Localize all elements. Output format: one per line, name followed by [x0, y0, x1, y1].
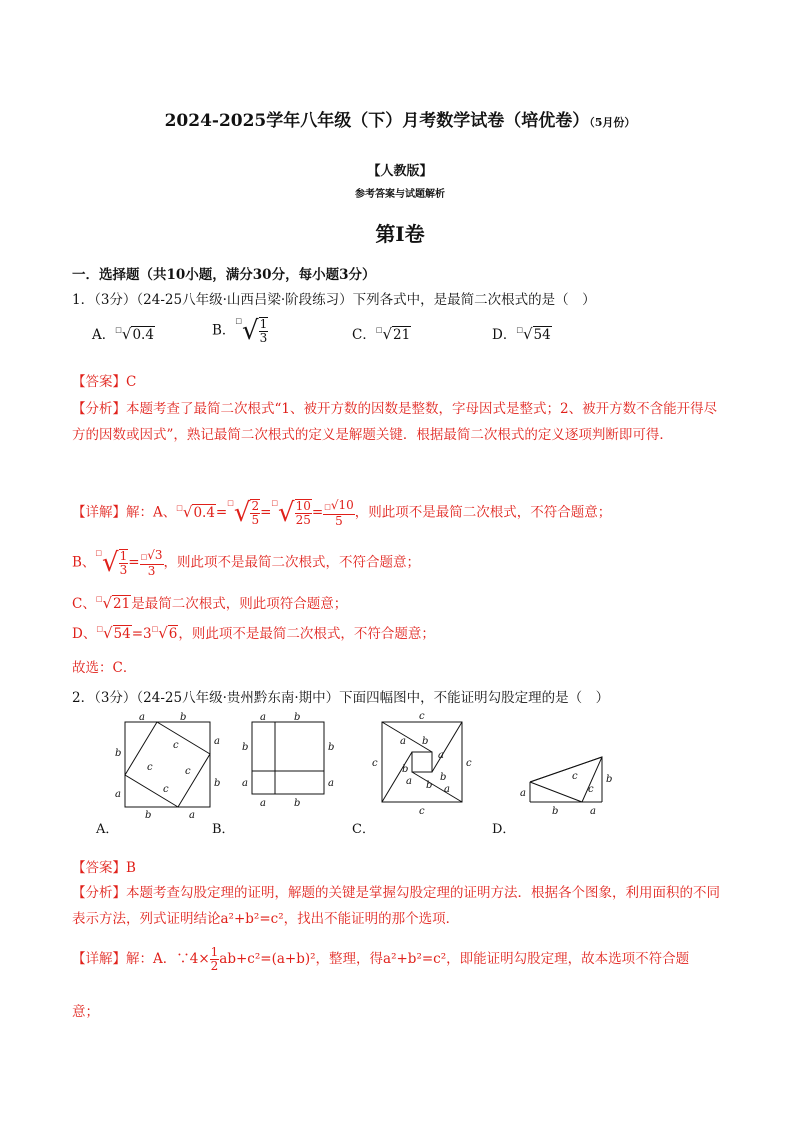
page-title: 2024-2025学年八年级（下）月考数学试卷（培优卷）（5月份） — [164, 111, 636, 131]
q1-detail-d: D、□√54=3□√6，则此项不是最简二次根式，不符合题意； — [72, 624, 435, 642]
q1-option-b: B． □ √ $\frac{1}{3}$ — [212, 316, 268, 346]
q1-answer: 【答案】C — [72, 374, 137, 390]
figure-label-d: D． — [492, 822, 516, 837]
svg-text:b: b — [242, 742, 249, 753]
svg-text:c: c — [572, 771, 578, 782]
title-suffix: （5月份） — [589, 116, 636, 129]
svg-text:b: b — [402, 764, 409, 775]
q2-analysis: 【分析】本题考查勾股定理的证明，解题的关键是掌握勾股定理的证明方法．根据各个图象，利用面积的不同表示方法，列式证明结论a²+b²=c²，找出不能证明的那个选项． — [72, 885, 720, 927]
svg-text:c: c — [173, 740, 179, 751]
svg-text:b: b — [294, 798, 301, 809]
svg-text:a: a — [189, 810, 195, 821]
q2-detail-end: 意； — [72, 1004, 99, 1020]
figure-a — [115, 712, 220, 821]
figure-b — [242, 712, 334, 809]
svg-text:b: b — [422, 736, 429, 747]
figure-c — [372, 712, 472, 817]
svg-text:a: a — [139, 712, 145, 723]
svg-text:c: c — [419, 806, 425, 817]
svg-text:a: a — [214, 736, 220, 747]
svg-text:a: a — [242, 778, 248, 789]
svg-text:a: a — [444, 784, 450, 795]
q2-stem: 2．（3分）（24-25八年级·贵州黔东南·期中）下面四幅图中，不能证明勾股定理的是（ ） — [72, 690, 610, 706]
svg-text:a: a — [520, 788, 526, 799]
svg-text:b: b — [180, 712, 187, 723]
svg-text:c: c — [163, 784, 169, 795]
q1-detail-c: C、□√21是最简二次根式，则此项符合题意； — [72, 594, 348, 612]
svg-text:c: c — [588, 784, 594, 795]
q1-detail-b: B、 □ √ $\frac{1}{3}$ = $\frac{□√3}{3}$ ，则此项不是最简二次根式，不符合题意； — [72, 547, 420, 578]
svg-text:a: a — [260, 712, 266, 723]
figure-label-c: C． — [352, 822, 375, 837]
svg-text:b: b — [440, 772, 447, 783]
q1-conclusion: 故选：C． — [72, 660, 137, 676]
svg-text:c: c — [147, 762, 153, 773]
svg-text:a: a — [406, 776, 412, 787]
q1-option-d: D．□√54 — [492, 325, 551, 343]
q1-a-radicand: 0.4 — [132, 327, 154, 343]
svg-text:b: b — [328, 742, 335, 753]
svg-text:a: a — [115, 789, 121, 800]
figure-label-b: B． — [212, 822, 235, 837]
svg-text:c: c — [185, 766, 191, 777]
subtitle: 参考答案与试题解析 — [355, 189, 445, 200]
q1-stem: 1．（3分）（24-25八年级·山西吕梁·阶段练习）下列各式中，是最简二次根式的是（ ） — [72, 292, 596, 308]
svg-text:b: b — [145, 810, 152, 821]
svg-text:b: b — [552, 806, 559, 817]
figure-d — [520, 757, 612, 817]
svg-text:c: c — [372, 758, 378, 769]
q1-detail-a: 【详解】解：A、□√0.4= □ √ $\frac{2}{5}$ = □ √ $\frac{10}{25}$ = $\frac{□√10}{5}$ ，则此项不是最简二次根式，不符合题意； — [72, 497, 612, 528]
svg-text:a: a — [328, 778, 334, 789]
svg-text:b: b — [426, 780, 433, 791]
svg-text:a: a — [438, 750, 444, 761]
svg-text:c: c — [466, 758, 472, 769]
svg-text:a: a — [260, 798, 266, 809]
edition-label: 【人教版】 — [367, 164, 433, 179]
figure-label-a: A． — [96, 822, 119, 837]
svg-text:b: b — [606, 774, 613, 785]
svg-text:b: b — [115, 748, 122, 759]
svg-text:a: a — [590, 806, 596, 817]
section-heading: 一．选择题（共10小题，满分30分，每小题3分） — [72, 267, 376, 283]
svg-text:b: b — [294, 712, 301, 723]
q1-analysis: 【分析】本题考查了最简二次根式“1、被开方数的因数是整数，字母因式是整式；2、被开方数不含能开得尽方的因数或因式”，熟记最简二次根式的定义是解题关键．根据最简二次根式的定义逐项判断即可得． — [72, 401, 718, 443]
q1-option-a: A．□√0.4 — [92, 325, 154, 343]
volume-heading: 第Ⅰ卷 — [375, 222, 425, 246]
q2-detail: 【详解】解：A．∵4× $\frac{1}{2}$ ab+c²=(a+b)²，整理，得a²+b²=c²，即能证明勾股定理，故本选项不符合题 — [72, 945, 690, 973]
svg-text:c: c — [419, 712, 425, 722]
q1-option-c: C．□√21 — [352, 325, 411, 343]
q2-answer: 【答案】B — [72, 860, 136, 876]
svg-text:a: a — [400, 736, 406, 747]
svg-text:b: b — [214, 778, 221, 789]
